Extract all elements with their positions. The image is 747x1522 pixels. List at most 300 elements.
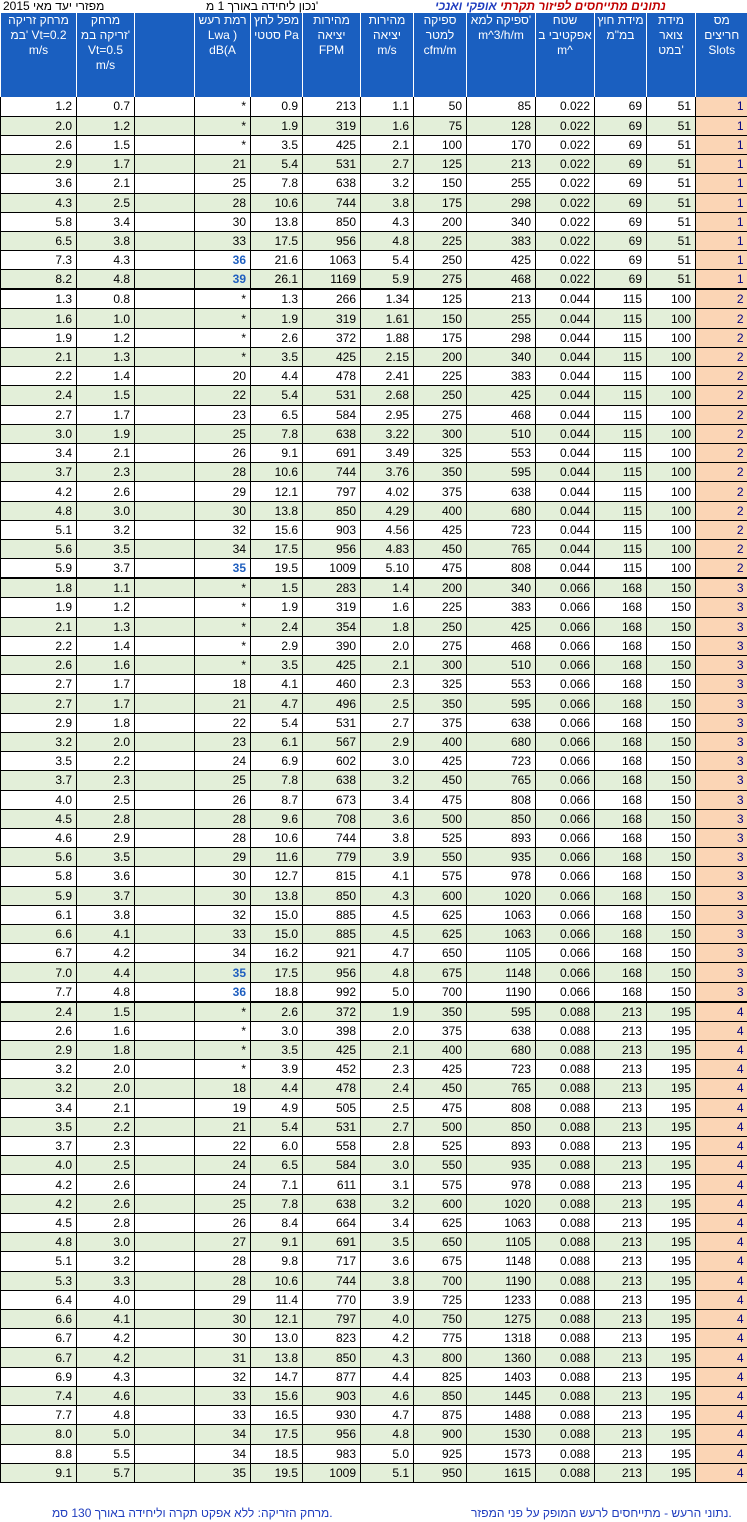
table-cell: 4.3 bbox=[361, 212, 414, 231]
table-cell: 650 bbox=[414, 1233, 467, 1252]
table-cell: 319 bbox=[303, 309, 361, 328]
table-row bbox=[1, 771, 747, 790]
table-cell bbox=[135, 1348, 195, 1367]
table-cell: 2.6 bbox=[1, 1021, 77, 1040]
table-cell: 0.044 bbox=[536, 482, 595, 501]
table-row bbox=[1, 828, 747, 847]
table-cell: 797 bbox=[303, 1309, 361, 1328]
table-row bbox=[1, 116, 747, 135]
table-cell: 691 bbox=[303, 444, 361, 463]
table-cell: 1 bbox=[696, 193, 747, 212]
table-cell: 100 bbox=[414, 135, 467, 154]
table-cell: 0.066 bbox=[536, 886, 595, 905]
table-cell: 0.022 bbox=[536, 232, 595, 251]
table-cell: 36 bbox=[195, 251, 251, 270]
table-cell: 150 bbox=[647, 848, 696, 867]
table-cell: 4.4 bbox=[361, 1367, 414, 1386]
table-cell: 1 bbox=[696, 212, 747, 231]
table-cell: 195 bbox=[647, 1444, 696, 1463]
table-cell: 250 bbox=[414, 386, 467, 405]
table-cell: 3 bbox=[696, 828, 747, 847]
table-cell: 383 bbox=[467, 598, 536, 617]
table-cell: 3.0 bbox=[361, 1156, 414, 1175]
table-cell: 195 bbox=[647, 1213, 696, 1232]
table-cell: 300 bbox=[414, 655, 467, 674]
table-cell: 6.6 bbox=[1, 1309, 77, 1328]
table-cell: 744 bbox=[303, 1271, 361, 1290]
table-cell: 850 bbox=[303, 212, 361, 231]
table-cell bbox=[135, 135, 195, 154]
table-cell: 213 bbox=[595, 1367, 647, 1386]
table-cell bbox=[135, 713, 195, 732]
table-cell: 0.088 bbox=[536, 1079, 595, 1098]
table-cell: 19.5 bbox=[251, 1463, 303, 1482]
table-cell: 26 bbox=[195, 790, 251, 809]
table-cell: 3.76 bbox=[361, 463, 414, 482]
table-cell: 21 bbox=[195, 155, 251, 174]
table-cell: 550 bbox=[414, 1156, 467, 1175]
table-cell: 680 bbox=[467, 1040, 536, 1059]
table-cell: 5.6 bbox=[1, 540, 77, 559]
table-cell: 1.88 bbox=[361, 328, 414, 347]
table-cell: 115 bbox=[595, 540, 647, 559]
table-cell: 0.066 bbox=[536, 713, 595, 732]
table-cell: 4.8 bbox=[1, 501, 77, 520]
table-cell: 168 bbox=[595, 598, 647, 617]
table-cell: 168 bbox=[595, 905, 647, 924]
table-cell bbox=[135, 251, 195, 270]
table-cell: 8.2 bbox=[1, 270, 77, 290]
table-cell: 595 bbox=[467, 694, 536, 713]
table-cell: 4.56 bbox=[361, 520, 414, 539]
table-cell: * bbox=[195, 617, 251, 636]
table-cell: 1.5 bbox=[77, 1002, 135, 1022]
table-cell: 956 bbox=[303, 232, 361, 251]
table-cell: 2.1 bbox=[77, 174, 135, 193]
table-cell: 6.4 bbox=[1, 1290, 77, 1309]
table-cell: 2 bbox=[696, 501, 747, 520]
table-cell: 213 bbox=[595, 1386, 647, 1405]
table-row bbox=[1, 1444, 747, 1463]
table-cell: 3 bbox=[696, 713, 747, 732]
table-cell: 100 bbox=[647, 347, 696, 366]
table-cell: 4 bbox=[696, 1175, 747, 1194]
table-cell: 0.088 bbox=[536, 1309, 595, 1328]
table-cell: 3.4 bbox=[77, 212, 135, 231]
table-cell: 5.7 bbox=[77, 1463, 135, 1482]
table-cell: 23 bbox=[195, 732, 251, 751]
table-cell: 51 bbox=[647, 135, 696, 154]
table-cell: 3 bbox=[696, 771, 747, 790]
table-cell: 450 bbox=[414, 771, 467, 790]
table-cell: 10.6 bbox=[251, 828, 303, 847]
table-cell: 4.2 bbox=[1, 1175, 77, 1194]
table-cell: 725 bbox=[414, 1290, 467, 1309]
table-cell: 3.4 bbox=[1, 444, 77, 463]
table-cell: 15.0 bbox=[251, 925, 303, 944]
table-cell: 3.2 bbox=[1, 1060, 77, 1079]
table-cell: 213 bbox=[467, 289, 536, 309]
table-cell: 115 bbox=[595, 405, 647, 424]
table-cell: 5.1 bbox=[361, 1463, 414, 1482]
table-cell: 0.088 bbox=[536, 1329, 595, 1348]
table-row bbox=[1, 1060, 747, 1079]
table-cell: 1148 bbox=[467, 963, 536, 982]
table-cell: 7.1 bbox=[251, 1175, 303, 1194]
table-cell: 4 bbox=[696, 1021, 747, 1040]
table-cell: 225 bbox=[414, 232, 467, 251]
table-cell: 2 bbox=[696, 559, 747, 579]
table-cell: 3.7 bbox=[1, 463, 77, 482]
table-cell: 319 bbox=[303, 598, 361, 617]
table-cell: 3.5 bbox=[251, 135, 303, 154]
table-cell: 33 bbox=[195, 1406, 251, 1425]
table-cell: 638 bbox=[303, 1194, 361, 1213]
table-cell: 0.044 bbox=[536, 424, 595, 443]
table-cell bbox=[135, 367, 195, 386]
table-cell: 775 bbox=[414, 1329, 467, 1348]
table-cell: 7.8 bbox=[251, 771, 303, 790]
table-cell: 225 bbox=[414, 598, 467, 617]
table-cell: 0.066 bbox=[536, 809, 595, 828]
table-cell: 3.9 bbox=[251, 1060, 303, 1079]
table-cell: 3.5 bbox=[251, 1040, 303, 1059]
table-cell: 3 bbox=[696, 617, 747, 636]
table-cell: 0.066 bbox=[536, 925, 595, 944]
table-cell: 3 bbox=[696, 867, 747, 886]
table-row bbox=[1, 1348, 747, 1367]
table-cell: 1190 bbox=[467, 1271, 536, 1290]
table-cell: 3.5 bbox=[251, 347, 303, 366]
table-cell: * bbox=[195, 598, 251, 617]
table-cell bbox=[135, 636, 195, 655]
table-cell: 2 bbox=[696, 347, 747, 366]
table-cell: 650 bbox=[414, 944, 467, 963]
table-cell bbox=[135, 1194, 195, 1213]
table-cell bbox=[135, 1021, 195, 1040]
table-cell: 168 bbox=[595, 713, 647, 732]
table-cell: 921 bbox=[303, 944, 361, 963]
table-cell: 195 bbox=[647, 1137, 696, 1156]
table-cell: 956 bbox=[303, 963, 361, 982]
table-cell: 4 bbox=[696, 1156, 747, 1175]
table-cell: 100 bbox=[647, 520, 696, 539]
table-cell: 283 bbox=[303, 578, 361, 598]
table-cell: 3.0 bbox=[77, 1233, 135, 1252]
table-cell: 7.3 bbox=[1, 251, 77, 270]
table-cell: 1.2 bbox=[77, 598, 135, 617]
table-cell: 1 bbox=[696, 270, 747, 290]
table-cell: 452 bbox=[303, 1060, 361, 1079]
table-cell: 850 bbox=[303, 501, 361, 520]
table-cell: 51 bbox=[647, 212, 696, 231]
table-cell: 4.5 bbox=[1, 809, 77, 828]
table-cell: 150 bbox=[647, 925, 696, 944]
table-cell: 1488 bbox=[467, 1406, 536, 1425]
table-cell: 3.8 bbox=[361, 1271, 414, 1290]
unit-note: נכון ליחידה באורך 1 מ' bbox=[206, 0, 319, 13]
table-cell: 4 bbox=[696, 1194, 747, 1213]
table-cell: 340 bbox=[467, 347, 536, 366]
table-cell: 1403 bbox=[467, 1367, 536, 1386]
table-cell: 675 bbox=[414, 963, 467, 982]
table-cell: 69 bbox=[595, 116, 647, 135]
column-header: מידת חוץ במ"מ bbox=[595, 13, 647, 97]
table-cell: 100 bbox=[647, 501, 696, 520]
table-cell: 1.2 bbox=[77, 116, 135, 135]
table-cell: 4.2 bbox=[77, 1329, 135, 1348]
table-cell: 0.088 bbox=[536, 1021, 595, 1040]
table-cell: 2.3 bbox=[77, 463, 135, 482]
table-cell: 1 bbox=[696, 155, 747, 174]
table-cell: 425 bbox=[467, 386, 536, 405]
table-cell: 168 bbox=[595, 925, 647, 944]
table-cell: 213 bbox=[595, 1271, 647, 1290]
table-cell: 468 bbox=[467, 636, 536, 655]
table-cell: 680 bbox=[467, 501, 536, 520]
table-cell: 5.4 bbox=[251, 1117, 303, 1136]
table-cell: 4.3 bbox=[77, 251, 135, 270]
table-cell: 2.2 bbox=[77, 752, 135, 771]
table-cell: 825 bbox=[414, 1367, 467, 1386]
table-cell: 3.6 bbox=[77, 867, 135, 886]
table-cell: 195 bbox=[647, 1463, 696, 1482]
table-cell bbox=[135, 328, 195, 347]
table-row bbox=[1, 713, 747, 732]
table-cell: 638 bbox=[303, 771, 361, 790]
table-cell: 0.088 bbox=[536, 1444, 595, 1463]
table-cell: 1.2 bbox=[77, 328, 135, 347]
table-cell: 1063 bbox=[467, 925, 536, 944]
table-row bbox=[1, 694, 747, 713]
table-cell: 213 bbox=[595, 1079, 647, 1098]
table-cell: 723 bbox=[467, 520, 536, 539]
table-cell: 550 bbox=[414, 848, 467, 867]
table-cell: 22 bbox=[195, 386, 251, 405]
table-cell: 0.066 bbox=[536, 752, 595, 771]
table-cell bbox=[135, 116, 195, 135]
table-cell: 3 bbox=[696, 675, 747, 694]
table-cell: 638 bbox=[303, 424, 361, 443]
table-cell: 3.2 bbox=[361, 771, 414, 790]
table-cell: 30 bbox=[195, 1309, 251, 1328]
table-cell: 24 bbox=[195, 1175, 251, 1194]
table-cell: 3.6 bbox=[361, 809, 414, 828]
table-cell: 115 bbox=[595, 520, 647, 539]
table-cell: 3 bbox=[696, 636, 747, 655]
table-row bbox=[1, 598, 747, 617]
table-cell: 30 bbox=[195, 212, 251, 231]
table-cell: 2.68 bbox=[361, 386, 414, 405]
table-cell: 213 bbox=[595, 1406, 647, 1425]
table-cell: 30 bbox=[195, 501, 251, 520]
footer-throw-note: מרחק הזריקה: ללא אפקט תקרה וליחידה באורך 130 סמ. bbox=[52, 1506, 333, 1520]
table-cell: 19 bbox=[195, 1098, 251, 1117]
table-cell: 5.8 bbox=[1, 867, 77, 886]
table-row bbox=[1, 1137, 747, 1156]
table-cell: 100 bbox=[647, 309, 696, 328]
table-cell: 4 bbox=[696, 1252, 747, 1271]
table-cell: 0.044 bbox=[536, 501, 595, 520]
table-cell: 3.8 bbox=[361, 828, 414, 847]
table-cell: 170 bbox=[467, 135, 536, 154]
table-cell: 213 bbox=[595, 1463, 647, 1482]
table-row bbox=[1, 1309, 747, 1328]
table-cell bbox=[135, 944, 195, 963]
table-cell: 744 bbox=[303, 193, 361, 212]
table-cell: 723 bbox=[467, 752, 536, 771]
table-cell: 2 bbox=[696, 386, 747, 405]
table-cell: 2.7 bbox=[1, 675, 77, 694]
table-cell: 115 bbox=[595, 347, 647, 366]
table-cell: 1.7 bbox=[77, 694, 135, 713]
table-cell: 35 bbox=[195, 963, 251, 982]
table-cell: 1233 bbox=[467, 1290, 536, 1309]
table-cell: 12.1 bbox=[251, 1309, 303, 1328]
table-cell: 1009 bbox=[303, 1463, 361, 1482]
table-cell bbox=[135, 771, 195, 790]
table-cell: 0.066 bbox=[536, 617, 595, 636]
table-row bbox=[1, 367, 747, 386]
table-row bbox=[1, 886, 747, 905]
table-cell: 4 bbox=[696, 1060, 747, 1079]
table-cell: 4 bbox=[696, 1117, 747, 1136]
table-row bbox=[1, 1079, 747, 1098]
table-cell: 0.066 bbox=[536, 905, 595, 924]
table-cell: 6.6 bbox=[1, 925, 77, 944]
table-cell: 3.7 bbox=[77, 886, 135, 905]
table-cell: 0.088 bbox=[536, 1367, 595, 1386]
table-cell bbox=[135, 1156, 195, 1175]
footer-noise-note: נתוני הרעש - מתייחסים לרעש המופק על פני המפזר. bbox=[471, 1506, 732, 1520]
table-cell: 765 bbox=[467, 540, 536, 559]
table-cell: 31 bbox=[195, 1348, 251, 1367]
table-cell: 35 bbox=[195, 1463, 251, 1482]
table-cell: 2.9 bbox=[251, 636, 303, 655]
table-cell: 8.7 bbox=[251, 790, 303, 809]
table-cell: 3.5 bbox=[77, 540, 135, 559]
table-cell: 4.7 bbox=[361, 1406, 414, 1425]
table-cell: 195 bbox=[647, 1233, 696, 1252]
table-cell: 23 bbox=[195, 405, 251, 424]
table-cell: 0.088 bbox=[536, 1348, 595, 1367]
table-cell: 3.0 bbox=[361, 752, 414, 771]
table-cell: * bbox=[195, 135, 251, 154]
table-cell: 3.2 bbox=[1, 732, 77, 751]
table-cell: 1.9 bbox=[77, 424, 135, 443]
table-cell: 3.7 bbox=[77, 559, 135, 579]
table-cell: 213 bbox=[595, 1098, 647, 1117]
table-cell: 625 bbox=[414, 905, 467, 924]
table-cell bbox=[135, 520, 195, 539]
table-cell: 168 bbox=[595, 675, 647, 694]
table-cell: 1.3 bbox=[251, 289, 303, 309]
table-cell bbox=[135, 405, 195, 424]
table-cell: 9.6 bbox=[251, 809, 303, 828]
table-cell: 13.8 bbox=[251, 1348, 303, 1367]
table-cell: 213 bbox=[595, 1021, 647, 1040]
table-row bbox=[1, 309, 747, 328]
table-cell: 0.022 bbox=[536, 212, 595, 231]
table-cell: 168 bbox=[595, 944, 647, 963]
table-cell: 664 bbox=[303, 1213, 361, 1232]
table-cell: 19.5 bbox=[251, 559, 303, 579]
table-cell: 0.044 bbox=[536, 386, 595, 405]
table-cell: 115 bbox=[595, 386, 647, 405]
table-cell bbox=[135, 386, 195, 405]
table-cell: 2.6 bbox=[77, 482, 135, 501]
table-cell: 2 bbox=[696, 520, 747, 539]
table-cell: 2.1 bbox=[77, 1098, 135, 1117]
table-cell: 1 bbox=[696, 116, 747, 135]
table-cell: 213 bbox=[303, 97, 361, 116]
table-row bbox=[1, 1175, 747, 1194]
table-cell: 4.4 bbox=[251, 1079, 303, 1098]
table-cell: 992 bbox=[303, 982, 361, 1002]
table-cell: 6.5 bbox=[1, 232, 77, 251]
table-cell: 700 bbox=[414, 1271, 467, 1290]
table-cell: 531 bbox=[303, 713, 361, 732]
table-row bbox=[1, 1463, 747, 1482]
table-cell: 275 bbox=[414, 405, 467, 424]
table-cell: 4.3 bbox=[77, 1367, 135, 1386]
table-cell: 2.5 bbox=[361, 1098, 414, 1117]
table-cell: 30 bbox=[195, 867, 251, 886]
table-cell: 4.0 bbox=[77, 1290, 135, 1309]
table-cell: 400 bbox=[414, 732, 467, 751]
table-cell: 150 bbox=[647, 636, 696, 655]
table-cell: 175 bbox=[414, 193, 467, 212]
table-cell: 9.1 bbox=[251, 1233, 303, 1252]
table-cell: 723 bbox=[467, 1060, 536, 1079]
table-cell: 885 bbox=[303, 905, 361, 924]
table-row bbox=[1, 444, 747, 463]
table-cell: * bbox=[195, 636, 251, 655]
table-cell: 4.8 bbox=[77, 982, 135, 1002]
table-cell: 298 bbox=[467, 328, 536, 347]
table-cell: 903 bbox=[303, 1386, 361, 1405]
table-cell: 150 bbox=[647, 963, 696, 982]
table-cell: 150 bbox=[647, 713, 696, 732]
table-cell: 2.0 bbox=[77, 1079, 135, 1098]
table-cell: 4 bbox=[696, 1367, 747, 1386]
table-cell: 450 bbox=[414, 540, 467, 559]
table-cell: 375 bbox=[414, 713, 467, 732]
table-cell: 266 bbox=[303, 289, 361, 309]
table-cell: 478 bbox=[303, 367, 361, 386]
table-cell: 2.9 bbox=[77, 828, 135, 847]
table-cell: 0.088 bbox=[536, 1098, 595, 1117]
table-cell: 4.29 bbox=[361, 501, 414, 520]
table-cell: 195 bbox=[647, 1406, 696, 1425]
table-cell: 350 bbox=[414, 1002, 467, 1022]
table-cell: 0.088 bbox=[536, 1271, 595, 1290]
table-cell: 1.2 bbox=[1, 97, 77, 116]
table-cell: 5.10 bbox=[361, 559, 414, 579]
table-cell: 213 bbox=[595, 1117, 647, 1136]
table-cell: 213 bbox=[595, 1444, 647, 1463]
table-row bbox=[1, 1040, 747, 1059]
table-cell: 7.8 bbox=[251, 1194, 303, 1213]
table-cell: 680 bbox=[467, 732, 536, 751]
table-cell: 800 bbox=[414, 1348, 467, 1367]
table-cell: 250 bbox=[414, 617, 467, 636]
table-cell: 28 bbox=[195, 1252, 251, 1271]
table-row bbox=[1, 655, 747, 674]
table-row bbox=[1, 1233, 747, 1252]
table-cell: 168 bbox=[595, 809, 647, 828]
table-cell: 2.1 bbox=[77, 444, 135, 463]
